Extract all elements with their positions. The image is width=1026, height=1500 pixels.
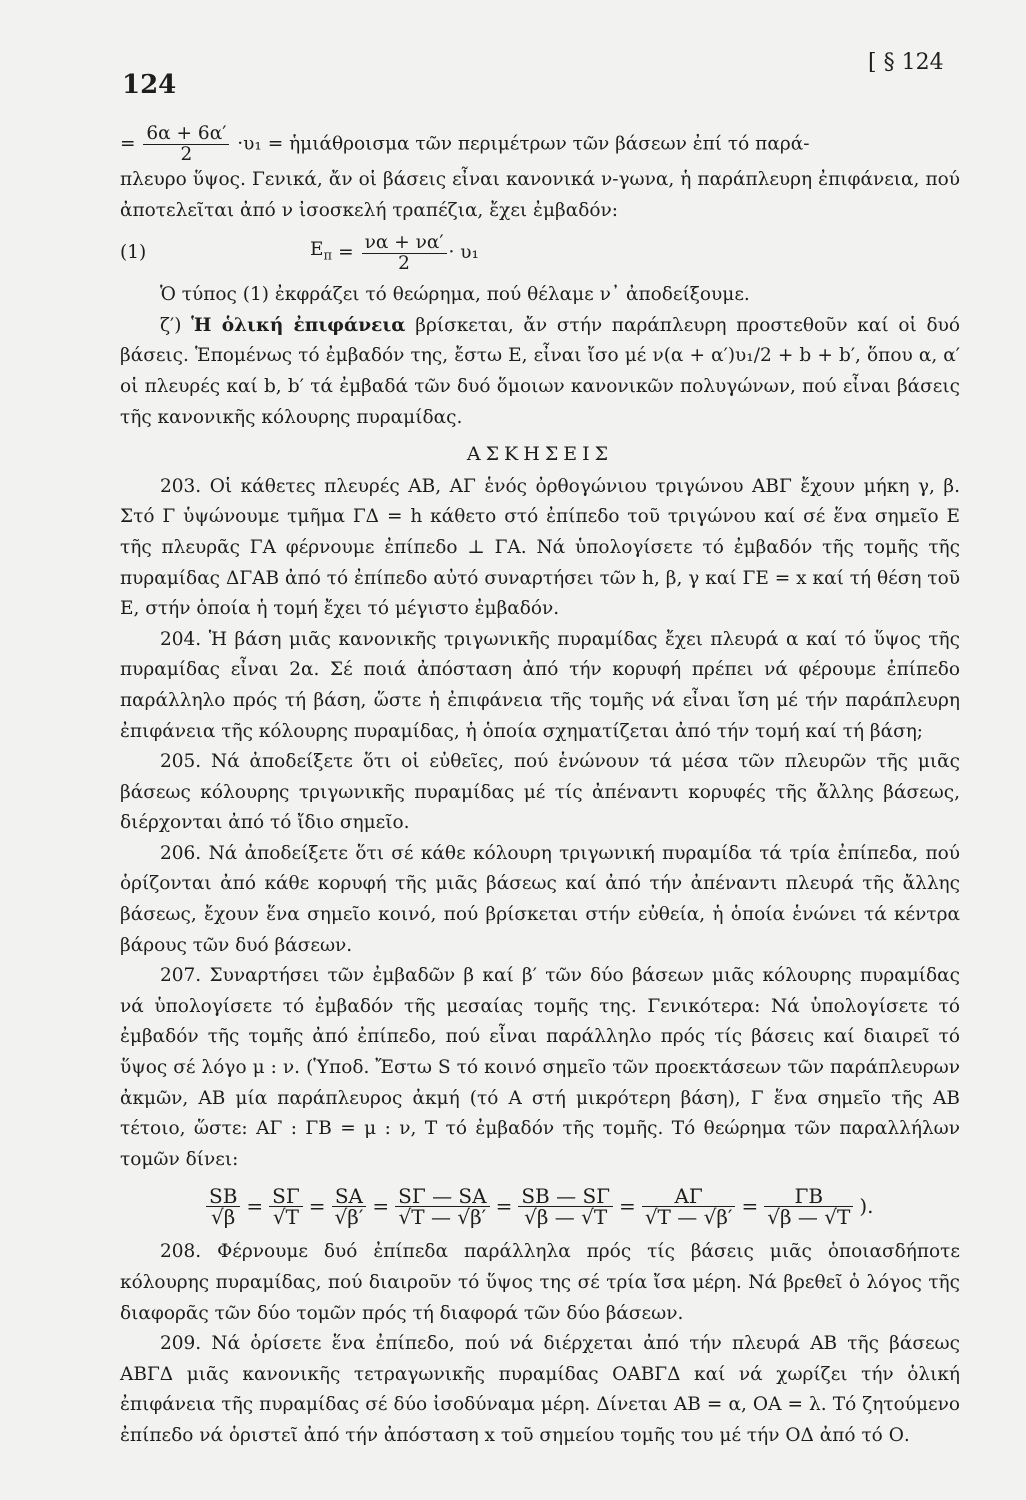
exercise-number: 203. bbox=[160, 475, 202, 497]
formula-1-lhs-sub: π bbox=[323, 248, 333, 264]
hint-eq: = bbox=[741, 1194, 759, 1219]
hint-term bbox=[269, 1183, 303, 1229]
hint-num: SA bbox=[332, 1186, 367, 1207]
hint-term bbox=[518, 1183, 613, 1229]
hint-eq: = bbox=[619, 1194, 636, 1219]
intro-line-2: πλευρο ὕψος. Γενικά, ἄν οἱ βάσεις εἶναι κανονικά ν-γωνα, ἡ παράπλευρη ἐπιφάνεια, πού ἀποτελεῖται ἀπό ν ἰσοσκελή τραπέζια, ἔχει ἐμβαδόν: bbox=[120, 169, 960, 221]
exercise-list-2 bbox=[120, 1237, 960, 1451]
exercise-number: 209. bbox=[160, 1333, 202, 1355]
hint-den: √β — √T bbox=[524, 1204, 608, 1229]
intro-line-1 bbox=[120, 124, 960, 165]
exercise-number: 205. bbox=[160, 751, 202, 773]
formula-1 bbox=[120, 226, 960, 280]
hint-num: ΓΒ bbox=[764, 1186, 853, 1207]
after-formula-text: Ὁ τύπος (1) ἐκφράζει τό θεώρημα, πού θέλαμε ν᾽ ἀποδείξουμε. bbox=[160, 284, 750, 306]
hint-num: ΑΓ bbox=[642, 1186, 736, 1207]
exercise-text: Φέρνουμε δυό ἐπίπεδα παράλληλα πρός τίς βάσεις μιᾶς ὁποιασδήποτε κόλουρης πυραμίδας, πού διαιροῦν τό ὕψος της σέ τρία ἴσα μέρη. Νά βρεθεῖ ὁ λόγος τῆς διαφορᾶς τῶν δύο τομῶν πρός τή διαφορά τῶν δύο βάσεων. bbox=[120, 1241, 960, 1324]
formula-1-num: να + να′ bbox=[362, 233, 447, 254]
exercise-text: Ἡ βάση μιᾶς κανονικῆς τριγωνικῆς πυραμίδας ἔχει πλευρά α καί τό ὕψος τῆς πυραμίδας εἶναι 2α. Σέ ποιά ἀπόσταση ἀπό τήν κορυφή πρέπει νά φέρουμε ἐπίπεδο παράλληλο πρός τή βάση, ὥστε ἡ ἐπιφάνεια τῆς τομῆς νά εἶναι ἴση μέ τήν παράπλευρη ἐπιφάνεια τῆς κόλουρης πυραμίδας, ἡ ὁποία σχηματίζεται ἀπό τήν τομή καί τή βάση; bbox=[120, 628, 960, 742]
hint-den: √T — √β′ bbox=[644, 1204, 733, 1229]
hint-den: √β — √T bbox=[767, 1204, 851, 1229]
intro-frac-num: 6α + 6α′ bbox=[143, 124, 229, 145]
hint-close: ). bbox=[859, 1194, 874, 1219]
formula-1-lhs-symbol: Ε bbox=[310, 238, 324, 260]
exercise-list bbox=[120, 472, 960, 1176]
hint-eq: = bbox=[372, 1194, 390, 1219]
total-area-bold: Ἡ ὁλική ἐπιφάνεια bbox=[191, 314, 406, 336]
exercise-text: Οἱ κάθετες πλευρές ΑΒ, ΑΓ ἑνός ὀρθογώνιου τριγώνου ΑΒΓ ἔχουν μήκη γ, β. Στό Γ ὑψώνουμε τμῆμα ΓΔ = h κάθετο στό ἐπίπεδο τοῦ τριγώνου καί σέ ἕνα σημεῖο Ε τῆς πλευρᾶς ΓΑ φέρνουμε ἐπίπεδο ⊥ ΓΑ. Νά ὑπολογίσετε τό ἐμβαδόν τῆς τομῆς τῆς πυραμίδας ΔΓΑΒ ἀπό τό ἐπίπεδο αὐτό συναρτήσει τῶν h, β, γ καί ΓΕ = x καί τή θέση τοῦ Ε, στήν ὁποία ἡ τομή ἔχει τό μέγιστο ἐμβαδόν. bbox=[120, 475, 960, 620]
hint-num: SB — SΓ bbox=[518, 1186, 613, 1207]
formula-1-fraction bbox=[362, 233, 447, 274]
hint-term bbox=[332, 1183, 367, 1229]
formula-1-lhs bbox=[310, 235, 332, 272]
hint-formula bbox=[120, 1175, 960, 1237]
exercise-text: Νά ἀποδείξετε ὅτι οἱ εὐθεῖες, πού ἑνώνουν τά μέσα τῶν πλευρῶν τῆς μιᾶς βάσεως κόλουρης τριγωνικῆς πυραμίδας μέ τίς ἀπέναντι κορυφές τῆς ἄλλης βάσεως, διέρχονται ἀπό τό ἴδιο σημεῖο. bbox=[120, 751, 960, 834]
exercise-205 bbox=[120, 747, 960, 839]
main-text bbox=[120, 124, 960, 1452]
exercise-number: 207. bbox=[160, 965, 202, 987]
exercise-number: 208. bbox=[160, 1241, 202, 1263]
intro-line-1-rest: ·υ₁ = ἡμιάθροισμα τῶν περιμέτρων τῶν βάσεων ἐπί τό παρά- bbox=[237, 133, 810, 155]
exercise-text: Συναρτήσει τῶν ἐμβαδῶν β καί β′ τῶν δύο βάσεων μιᾶς κόλουρης πυραμίδας νά ὑπολογίσετε τό ἐμβαδόν τῆς μεσαίας τομῆς της. Γενικότερα: Νά ὑπολογίσετε τό ἐμβαδόν τῆς τομῆς ἀπό ἐπίπεδο, πού εἶναι παράλληλο πρός τίς βάσεις καί διαιρεῖ τό ὕψος σέ λόγο μ : ν. (Ὑποδ. Ἔστω S τό κοινό σημεῖο τῶν προεκτάσεων τῶν παράπλευρων ἀκμῶν, ΑΒ μία παράπλευρος ἀκμή (τό Α στή μικρότερη βάση), Γ ἕνα σημεῖο τῆς ΑΒ τέτοιο, ὥστε: ΑΓ : ΓΒ = μ : ν, Τ τό ἐμβαδόν τῆς τομῆς. Τό θεώρημα τῶν παραλλήλων τομῶν δίνει: bbox=[120, 965, 960, 1170]
hint-term bbox=[206, 1183, 240, 1229]
exercise-208 bbox=[120, 1237, 960, 1329]
page-number: 124 bbox=[122, 70, 177, 100]
exercise-204 bbox=[120, 625, 960, 747]
intro-fraction bbox=[143, 124, 229, 165]
eq-prefix: = bbox=[120, 133, 136, 155]
formula-1-label: (1) bbox=[120, 241, 147, 263]
hint-num: SB bbox=[206, 1186, 240, 1207]
exercises-heading: ΑΣΚΗΣΕΙΣ bbox=[466, 443, 614, 466]
total-area-text: βρίσκεται, ἄν στήν παράπλευρη προστεθοῦν καί οἱ δυό βάσεις. Ἑπομένως τό ἐμβαδόν της, ἔστω Ε, εἶναι ἴσο μέ ν(α + α′)υ₁/2 + b + b′, ὅπου α, α′ οἱ πλευρές καί b, b′ τά ἐμβαδά τῶν δυό ὅμοιων κανονικῶν πολυγώνων, πού εἶναι βάσεις τῆς κανονικῆς κόλουρης πυραμίδας. bbox=[120, 314, 960, 428]
exercise-text: Νά ὁρίσετε ἕνα ἐπίπεδο, πού νά διέρχεται ἀπό τήν πλευρά ΑΒ τῆς βάσεως ΑΒΓΔ μιᾶς κανονικῆς τετραγωνικῆς πυραμίδας ΟΑΒΓΔ καί νά χωρίζει τήν ὁλική ἐπιφάνεια τῆς πυραμίδας σέ δύο ἰσοδύναμα μέρη. Δίνεται ΑΒ = α, ΟΑ = λ. Τό ζητούμενο ἐπίπεδο νά ὁριστεῖ ἀπό τήν ἀπόσταση x τοῦ σημείου τομῆς του μέ τήν ΟΔ ἀπό τό Ο. bbox=[120, 1333, 960, 1446]
hint-eq: = bbox=[246, 1194, 264, 1219]
section-reference: [ § 124 bbox=[868, 50, 944, 75]
hint-den: √β′ bbox=[334, 1204, 364, 1229]
exercise-number: 204. bbox=[160, 628, 202, 650]
hint-term bbox=[395, 1183, 489, 1229]
hint-den: √T — √β′ bbox=[398, 1204, 487, 1229]
total-area-paragraph bbox=[120, 311, 960, 433]
exercise-206 bbox=[120, 839, 960, 961]
formula-1-den: 2 bbox=[398, 252, 410, 274]
hint-eq: = bbox=[308, 1194, 326, 1219]
hint-eq: = bbox=[495, 1194, 513, 1219]
hint-num: SΓ — SA bbox=[395, 1186, 489, 1207]
hint-term bbox=[764, 1183, 853, 1229]
exercise-207 bbox=[120, 961, 960, 1175]
formula-1-tail: · υ₁ bbox=[448, 241, 479, 263]
exercise-203 bbox=[120, 472, 960, 625]
exercise-number: 206. bbox=[160, 842, 202, 864]
hint-term bbox=[642, 1183, 736, 1229]
hint-den: √β bbox=[211, 1204, 236, 1229]
exercise-text: Νά ἀποδείξετε ὅτι σέ κάθε κόλουρη τριγωνική πυραμίδα τά τρία ἐπίπεδα, πού ὁρίζονται ἀπό κάθε κορυφή τῆς μιᾶς βάσεως καί ἀπό τήν ἀπέναντι πλευρά τῆς ἄλλης βάσεως, ἔχουν ἕνα σημεῖο κοινό, πού βρίσκεται στήν εὐθεία, ἡ ὁποία ἑνώνει τά κέντρα βάρους τῶν δυό βάσεων. bbox=[120, 842, 960, 956]
intro-frac-den: 2 bbox=[180, 144, 193, 165]
hint-num: SΓ bbox=[269, 1186, 303, 1207]
formula-1-eq: = bbox=[338, 241, 354, 263]
exercise-209 bbox=[120, 1329, 960, 1451]
hint-den: √T bbox=[272, 1204, 299, 1229]
total-area-label: ζ′) bbox=[160, 314, 182, 336]
